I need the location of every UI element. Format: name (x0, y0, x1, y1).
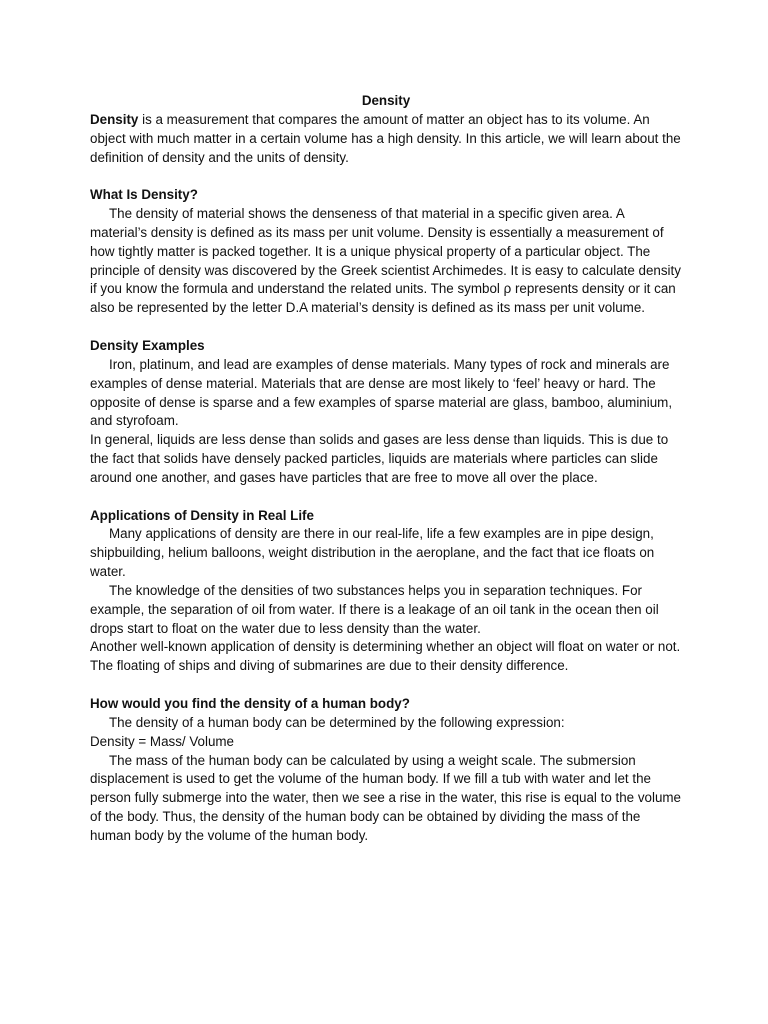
what-is-heading-text: What Is Density (90, 187, 190, 203)
applications-paragraph-2: The knowledge of the densities of two substances helps you in separation techniques. For example, the separation of oil from water. If there is a leakage of an oil tank in the ocean then oil drops start to float on the water due to less density than the water. (90, 582, 659, 636)
density-formula: Density = Mass/ Volume (90, 733, 235, 749)
intro-text: is a measurement that compares the amount of matter an object has to its volume. An object with much matter in a certain volume has a high density. In this article, we will learn about the definition of density and the units of density. (90, 111, 681, 165)
what-is-paragraph-1: The density of material shows the denseness of that material in a specific given area. A material’s density is defined as its mass per unit volume. Density is essentially a measurement of how tightly matter is packed together. It is a unique physical property of a particular object. The principle of density was discovered by the Greek scientist Archimedes. It is easy to calculate density if you know the formula and understand the related units. The symbol ρ represents density or it can also be represented by the letter D.A material’s density is defined as its mass per unit volume. (90, 206, 681, 316)
human-body-paragraph-1: The density of a human body can be determined by the following expression: (109, 714, 565, 730)
examples-paragraph-1: Iron, platinum, and lead are examples of dense materials. Many types of rock and minerals are examples of dense material. Materials that are dense are most likely to ‘feel’ heavy or hard. The opposite of dense is sparse and a few examples of sparse material are glass, bamboo, aluminium, and styrofoam. (90, 356, 673, 429)
human-body-paragraph-2: The mass of the human body can be calculated by using a weight scale. The submersion displacement is used to get the volume of the human body. If we fill a tub with water and let the person fully submerge into the water, then we see a rise in the water, this rise is equal to the volume of the body. Thus, the density of the human body can be obtained by dividing the mass of the human body by the volume of the human body. (90, 752, 681, 843)
section-heading-density-examples: Density Examples (90, 337, 205, 353)
applications-paragraph-3: Another well-known application of density is determining whether an object will float on water or not. The floating of ships and diving of submarines are due to their density difference. (90, 639, 681, 674)
section-heading-applications: Applications of Density in Real Life (90, 507, 314, 523)
document-title: Density (361, 93, 411, 108)
intro-paragraph (90, 111, 682, 168)
examples-paragraph-2: In general, liquids are less dense than solids and gases are less dense than liquids. This is due to the fact that solids have densely packed particles, liquids are materials where particles can slide around one another, and gases have particles that are free to move all over the place. (90, 432, 669, 485)
document-page (90, 92, 682, 846)
what-is-heading-suffix: ? (189, 187, 198, 203)
intro-term: Density (90, 111, 139, 127)
section-heading-what-is-density (90, 186, 682, 205)
applications-paragraph-1: Many applications of density are there in our real-life, life a few examples are in pipe design, shipbuilding, helium balloons, weight distribution in the aeroplane, and the fact that ice floats on water. (90, 526, 655, 580)
section-heading-human-body: How would you find the density of a human body? (90, 696, 410, 711)
